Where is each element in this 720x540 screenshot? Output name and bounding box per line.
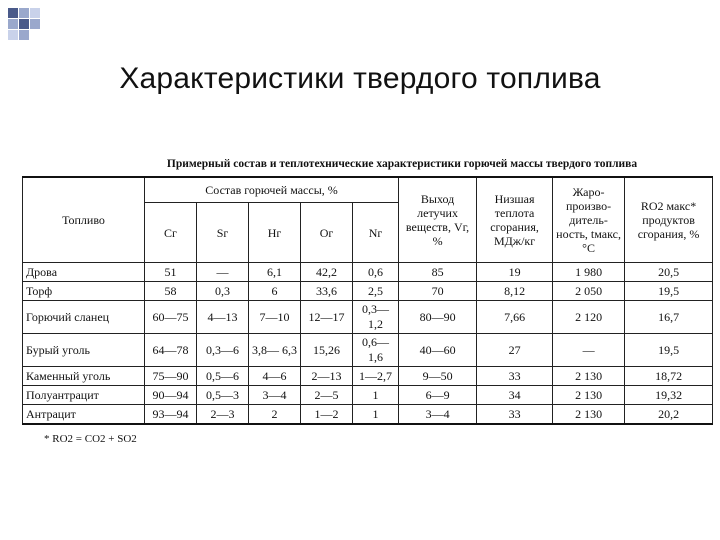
cell-fuel: Полуантрацит: [23, 386, 145, 405]
cell-s: 0,3: [197, 282, 249, 301]
header-temp: Жаро-произво-дитель-ность, tмакс, °С: [553, 177, 625, 263]
fuel-characteristics-table: [22, 176, 713, 425]
cell-r: 20,5: [625, 263, 713, 282]
table-row: [23, 334, 713, 367]
cell-t: —: [553, 334, 625, 367]
cell-c: 75—90: [145, 367, 197, 386]
cell-q: 27: [477, 334, 553, 367]
cell-s: 0,3—6: [197, 334, 249, 367]
cell-o: 42,2: [301, 263, 353, 282]
deco-square: [8, 30, 18, 40]
deco-square: [8, 8, 18, 18]
cell-v: 6—9: [399, 386, 477, 405]
cell-o: 2—13: [301, 367, 353, 386]
cell-o: 1—2: [301, 405, 353, 425]
table-row: [23, 405, 713, 425]
header-o: Oг: [301, 203, 353, 263]
cell-h: 7—10: [249, 301, 301, 334]
cell-v: 70: [399, 282, 477, 301]
cell-v: 40—60: [399, 334, 477, 367]
cell-s: 4—13: [197, 301, 249, 334]
cell-c: 93—94: [145, 405, 197, 425]
table-body: [23, 263, 713, 425]
cell-r: 18,72: [625, 367, 713, 386]
cell-q: 19: [477, 263, 553, 282]
cell-q: 33: [477, 405, 553, 425]
table-row: [23, 282, 713, 301]
cell-v: 3—4: [399, 405, 477, 425]
fuel-table-figure: [22, 158, 712, 445]
cell-n: 0,6: [353, 263, 399, 282]
header-s: Sг: [197, 203, 249, 263]
cell-h: 6: [249, 282, 301, 301]
cell-n: 1—2,7: [353, 367, 399, 386]
cell-n: 2,5: [353, 282, 399, 301]
cell-q: 8,12: [477, 282, 553, 301]
cell-fuel: Горючий сланец: [23, 301, 145, 334]
cell-q: 7,66: [477, 301, 553, 334]
cell-s: 0,5—3: [197, 386, 249, 405]
cell-r: 19,5: [625, 282, 713, 301]
cell-h: 3,8— 6,3: [249, 334, 301, 367]
cell-c: 64—78: [145, 334, 197, 367]
cell-q: 34: [477, 386, 553, 405]
cell-r: 16,7: [625, 301, 713, 334]
header-c: Cг: [145, 203, 197, 263]
cell-fuel: Антрацит: [23, 405, 145, 425]
cell-r: 20,2: [625, 405, 713, 425]
cell-c: 90—94: [145, 386, 197, 405]
cell-fuel: Торф: [23, 282, 145, 301]
cell-v: 9—50: [399, 367, 477, 386]
cell-fuel: Дрова: [23, 263, 145, 282]
table-row: [23, 367, 713, 386]
header-n: Nг: [353, 203, 399, 263]
header-ro2: RO2 макс* продуктов сгорания, %: [625, 177, 713, 263]
cell-v: 80—90: [399, 301, 477, 334]
cell-t: 1 980: [553, 263, 625, 282]
header-volatile: Выход летучих веществ, Vг, %: [399, 177, 477, 263]
cell-n: 1: [353, 405, 399, 425]
cell-t: 2 050: [553, 282, 625, 301]
cell-c: 51: [145, 263, 197, 282]
cell-c: 58: [145, 282, 197, 301]
cell-o: 15,26: [301, 334, 353, 367]
slide-title: Характеристики твердого топлива: [119, 62, 601, 95]
header-h: Hг: [249, 203, 301, 263]
cell-n: 1: [353, 386, 399, 405]
cell-t: 2 130: [553, 386, 625, 405]
deco-square: [30, 8, 40, 18]
cell-s: —: [197, 263, 249, 282]
cell-h: 2: [249, 405, 301, 425]
cell-r: 19,32: [625, 386, 713, 405]
cell-o: 33,6: [301, 282, 353, 301]
cell-n: 0,3— 1,2: [353, 301, 399, 334]
header-fuel: Топливо: [23, 177, 145, 263]
cell-r: 19,5: [625, 334, 713, 367]
deco-square: [8, 19, 18, 29]
cell-n: 0,6— 1,6: [353, 334, 399, 367]
header-composition-group: Состав горючей массы, %: [145, 177, 399, 203]
table-row: [23, 263, 713, 282]
cell-c: 60—75: [145, 301, 197, 334]
table-footnote: * RO2 = CO2 + SO2: [44, 433, 137, 445]
cell-s: 2—3: [197, 405, 249, 425]
cell-s: 0,5—6: [197, 367, 249, 386]
cell-fuel: Каменный уголь: [23, 367, 145, 386]
deco-square: [30, 19, 40, 29]
header-heat: Низшая теплота сгорания, МДж/кг: [477, 177, 553, 263]
table-row: [23, 386, 713, 405]
cell-o: 2—5: [301, 386, 353, 405]
cell-q: 33: [477, 367, 553, 386]
cell-t: 2 120: [553, 301, 625, 334]
cell-v: 85: [399, 263, 477, 282]
deco-square: [19, 30, 29, 40]
deco-square: [19, 19, 29, 29]
cell-h: 6,1: [249, 263, 301, 282]
cell-h: 4—6: [249, 367, 301, 386]
table-caption: Примерный состав и теплотехнические характеристики горючей массы твердого топлива: [166, 158, 638, 170]
cell-o: 12—17: [301, 301, 353, 334]
table-row: [23, 301, 713, 334]
cell-h: 3—4: [249, 386, 301, 405]
cell-t: 2 130: [553, 367, 625, 386]
cell-fuel: Бурый уголь: [23, 334, 145, 367]
deco-square: [19, 8, 29, 18]
cell-t: 2 130: [553, 405, 625, 425]
